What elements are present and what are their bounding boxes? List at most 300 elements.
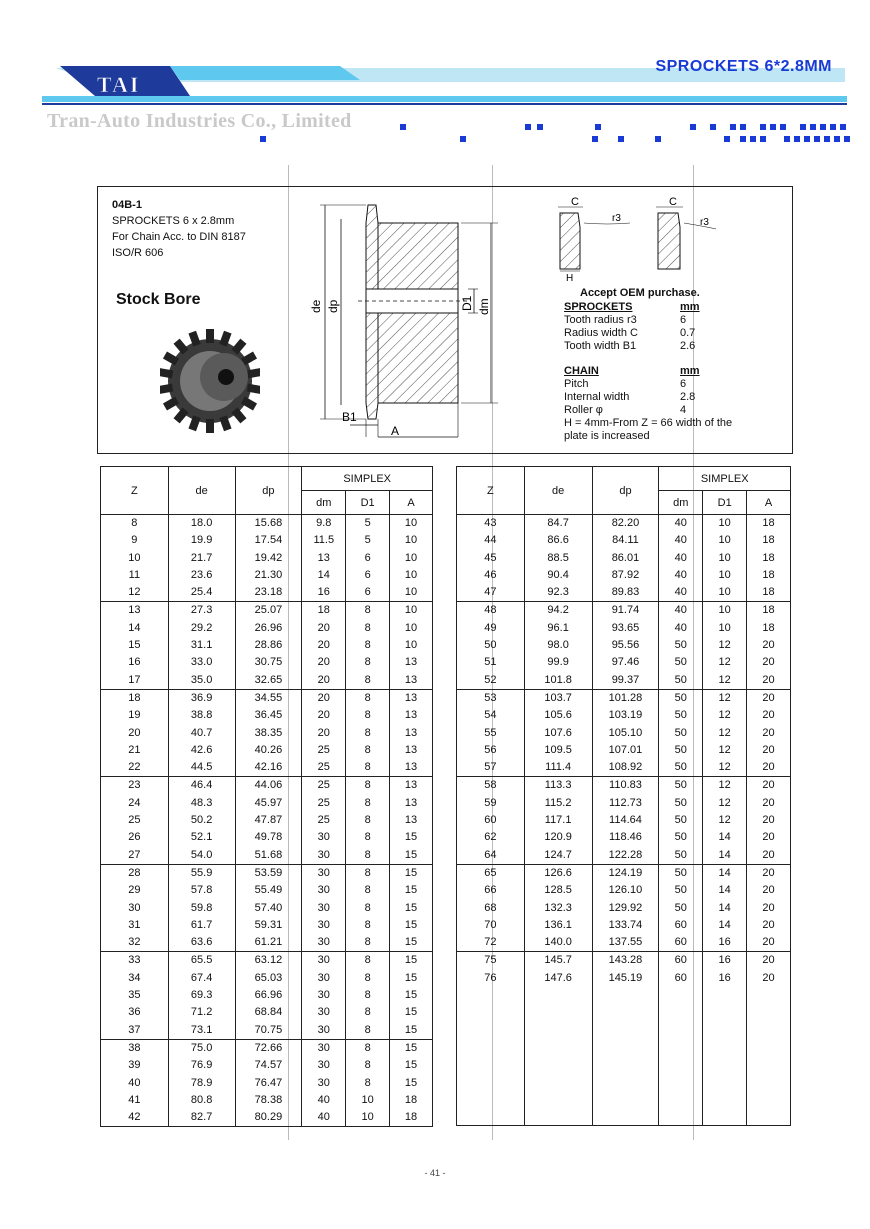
table-cell: 99.9: [524, 654, 592, 671]
label-c: C: [669, 196, 677, 208]
table-cell: 18: [390, 1109, 433, 1127]
table-cell: 37: [101, 1022, 169, 1040]
table-cell: 20: [747, 917, 791, 934]
table-cell: 15: [390, 1075, 433, 1092]
table-cell: 12: [703, 689, 747, 707]
table-cell: 60: [659, 970, 703, 987]
spec-row: Tooth width B1 2.6: [564, 340, 696, 352]
table-cell: 111.4: [524, 759, 592, 777]
table-cell: 55: [457, 725, 525, 742]
table-cell: 30: [101, 900, 169, 917]
table-cell: 14: [302, 567, 346, 584]
table-cell: 50: [659, 882, 703, 899]
table-cell: 84.11: [592, 532, 659, 549]
col-d1: D1: [346, 491, 390, 515]
table-cell: 91.74: [592, 602, 659, 620]
table-cell: 8: [346, 812, 390, 829]
table-cell: 70: [457, 917, 525, 934]
table-row: [457, 742, 791, 759]
table-row: [101, 1109, 433, 1127]
table-row: [101, 654, 433, 671]
table-cell: 8: [346, 829, 390, 846]
table-cell: 10: [703, 602, 747, 620]
table-row: [457, 584, 791, 602]
table-cell: 8: [101, 515, 169, 533]
table-cell: 101.28: [592, 689, 659, 707]
table-cell: 8: [346, 725, 390, 742]
table-cell: 25.4: [168, 584, 235, 602]
table-cell: 24: [101, 795, 169, 812]
table-cell: [659, 1004, 703, 1021]
table-cell: 59: [457, 795, 525, 812]
table-cell: 118.46: [592, 829, 659, 846]
table-cell: 51: [457, 654, 525, 671]
table-cell: 107.6: [524, 725, 592, 742]
table-row: [101, 1075, 433, 1092]
table-cell: 52.1: [168, 829, 235, 846]
table-cell: 45: [457, 550, 525, 567]
table-row: [101, 1039, 433, 1057]
table-cell: 19: [101, 707, 169, 724]
table-cell: 13: [302, 550, 346, 567]
table-cell: 12: [703, 812, 747, 829]
table-cell: 64: [457, 847, 525, 865]
table-cell: 30: [302, 917, 346, 934]
table-cell: 15.68: [235, 515, 302, 533]
table-cell: 124.19: [592, 864, 659, 882]
table-cell: 107.01: [592, 742, 659, 759]
table-cell: 49: [457, 620, 525, 637]
table-cell: 20: [747, 847, 791, 865]
table-cell: 10: [101, 550, 169, 567]
label-a: A: [391, 424, 400, 438]
table-cell: [524, 1022, 592, 1039]
table-cell: 46: [457, 567, 525, 584]
table-cell: 20: [747, 812, 791, 829]
table-cell: 98.0: [524, 637, 592, 654]
spec-row: Roller φ 4: [564, 404, 687, 416]
table-row: [101, 987, 433, 1004]
table-cell: [747, 1074, 791, 1091]
table-cell: 30: [302, 1057, 346, 1074]
table-cell: 27.3: [168, 602, 235, 620]
table-cell: 92.3: [524, 584, 592, 602]
table-cell: 31.1: [168, 637, 235, 654]
table-cell: [457, 1091, 525, 1108]
table-cell: 39: [101, 1057, 169, 1074]
table-cell: [524, 1039, 592, 1056]
info-panel: [97, 186, 793, 454]
table-cell: 20: [747, 934, 791, 952]
table-cell: 53.59: [235, 864, 302, 882]
table-cell: 47: [457, 584, 525, 602]
table-cell: 80.29: [235, 1109, 302, 1127]
table-cell: [592, 1004, 659, 1021]
table-cell: 40: [302, 1109, 346, 1127]
table-cell: 84.7: [524, 515, 592, 533]
table-row: [101, 917, 433, 934]
table-cell: 54.0: [168, 847, 235, 865]
table-cell: [747, 1022, 791, 1039]
table-cell: 18: [302, 602, 346, 620]
table-cell: 34: [101, 970, 169, 987]
label-de: de: [309, 299, 323, 313]
table-cell: 12: [703, 742, 747, 759]
table-cell: 40: [302, 1092, 346, 1109]
col-a: A: [390, 491, 433, 515]
table-cell: 65: [457, 864, 525, 882]
table-row: [101, 777, 433, 795]
label-h: H: [566, 273, 574, 283]
table-cell: 52: [457, 672, 525, 690]
label-dm: dm: [477, 298, 491, 315]
table-cell: 143.28: [592, 952, 659, 970]
table-cell: 10: [390, 532, 433, 549]
table-row: [457, 1056, 791, 1073]
spec-row: Internal width 2.8: [564, 391, 696, 403]
table-cell: [747, 1039, 791, 1056]
table-cell: 15: [390, 900, 433, 917]
table-cell: 58: [457, 777, 525, 795]
table-cell: 60: [659, 917, 703, 934]
table-cell: [592, 1108, 659, 1125]
table-cell: 20: [101, 725, 169, 742]
table-cell: [747, 1091, 791, 1108]
table-cell: [592, 1091, 659, 1108]
table-cell: 80.8: [168, 1092, 235, 1109]
table-cell: 41: [101, 1092, 169, 1109]
table-cell: 87.92: [592, 567, 659, 584]
table-row: [457, 620, 791, 637]
table-row: [101, 829, 433, 846]
table-cell: 20: [302, 725, 346, 742]
table-cell: 8: [346, 654, 390, 671]
table-row: [101, 637, 433, 654]
table-cell: 57.40: [235, 900, 302, 917]
table-cell: 133.74: [592, 917, 659, 934]
table-cell: 20: [302, 637, 346, 654]
table-cell: 59.31: [235, 917, 302, 934]
table-cell: 47.87: [235, 812, 302, 829]
table-row: [101, 602, 433, 620]
table-cell: 23.18: [235, 584, 302, 602]
col-de: de: [168, 467, 235, 515]
table-row: [457, 917, 791, 934]
tooth-profile-drawing: [538, 193, 718, 283]
table-cell: 19.42: [235, 550, 302, 567]
col-dp: dp: [592, 467, 659, 515]
table-cell: 19.9: [168, 532, 235, 549]
table-cell: 128.5: [524, 882, 592, 899]
table-cell: 42: [101, 1109, 169, 1127]
table-cell: 20: [747, 707, 791, 724]
table-cell: 66: [457, 882, 525, 899]
table-row: [457, 725, 791, 742]
table-cell: [659, 1091, 703, 1108]
table-cell: 50: [659, 742, 703, 759]
table-row: [101, 532, 433, 549]
info-text: [112, 197, 246, 261]
table-cell: 15: [390, 882, 433, 899]
oem-note: Accept OEM purchase.: [580, 287, 700, 299]
table-cell: [524, 1108, 592, 1125]
table-row: [101, 759, 433, 777]
table-row: [101, 1057, 433, 1074]
table-cell: 30: [302, 900, 346, 917]
table-row: [101, 882, 433, 899]
col-dm: dm: [302, 491, 346, 515]
table-cell: 25: [302, 795, 346, 812]
table-cell: 9: [101, 532, 169, 549]
table-row: [457, 1091, 791, 1108]
table-cell: 18: [747, 550, 791, 567]
table-cell: [659, 1022, 703, 1039]
table-cell: [457, 1004, 525, 1021]
table-row: [457, 1004, 791, 1021]
table-cell: 96.1: [524, 620, 592, 637]
table-cell: 28.86: [235, 637, 302, 654]
table-cell: 72: [457, 934, 525, 952]
table-cell: 18: [390, 1092, 433, 1109]
table-cell: [703, 1091, 747, 1108]
table-cell: 15: [390, 1057, 433, 1074]
spec-heading: CHAIN mm: [564, 365, 700, 377]
table-cell: 30: [302, 1004, 346, 1021]
table-cell: 50: [659, 900, 703, 917]
table-cell: 20: [747, 829, 791, 846]
table-cell: 8: [346, 1004, 390, 1021]
table-cell: 113.3: [524, 777, 592, 795]
table-cell: 62: [457, 829, 525, 846]
table-cell: [524, 1074, 592, 1091]
table-cell: 8: [346, 1075, 390, 1092]
label-r3: r3: [612, 213, 621, 224]
table-cell: 8: [346, 795, 390, 812]
table-cell: 31: [101, 917, 169, 934]
table-cell: [524, 1004, 592, 1021]
table-cell: 109.5: [524, 742, 592, 759]
sprocket-table-left: [100, 466, 433, 1127]
table-cell: 10: [703, 532, 747, 549]
table-cell: 9.8: [302, 515, 346, 533]
table-cell: 42.16: [235, 759, 302, 777]
table-cell: 14: [101, 620, 169, 637]
table-cell: 8: [346, 777, 390, 795]
table-cell: 14: [703, 864, 747, 882]
table-cell: 10: [703, 620, 747, 637]
table-cell: 57: [457, 759, 525, 777]
table-cell: 50: [659, 654, 703, 671]
table-cell: 145.7: [524, 952, 592, 970]
table-cell: 60: [457, 812, 525, 829]
table-cell: [747, 1108, 791, 1125]
table-row: [101, 550, 433, 567]
table-cell: 10: [703, 550, 747, 567]
table-cell: 10: [346, 1092, 390, 1109]
table-row: [457, 934, 791, 952]
spec-row: Pitch 6: [564, 378, 687, 390]
table-cell: 13: [390, 742, 433, 759]
table-cell: 20: [747, 952, 791, 970]
table-cell: 120.9: [524, 829, 592, 846]
table-cell: 20: [747, 672, 791, 690]
label-b1: B1: [342, 410, 357, 424]
table-cell: 74.57: [235, 1057, 302, 1074]
table-cell: 36.9: [168, 689, 235, 707]
table-cell: 129.92: [592, 900, 659, 917]
table-cell: 65.5: [168, 952, 235, 970]
table-cell: 8: [346, 689, 390, 707]
table-row: [101, 707, 433, 724]
table-cell: 8: [346, 970, 390, 987]
table-cell: [457, 1039, 525, 1056]
table-cell: 13: [390, 795, 433, 812]
label-dp: dp: [326, 299, 340, 313]
table-cell: 68: [457, 900, 525, 917]
table-row: [101, 812, 433, 829]
table-cell: 147.6: [524, 970, 592, 987]
table-cell: 89.83: [592, 584, 659, 602]
table-cell: 25: [302, 777, 346, 795]
page-number: - 41 -: [424, 1168, 446, 1178]
table-row: [101, 1022, 433, 1040]
table-cell: 22: [101, 759, 169, 777]
table-cell: 108.92: [592, 759, 659, 777]
table-cell: 66.96: [235, 987, 302, 1004]
table-cell: 50: [659, 795, 703, 812]
table-row: [457, 900, 791, 917]
table-cell: 8: [346, 847, 390, 865]
table-cell: 17: [101, 672, 169, 690]
col-dm: dm: [659, 491, 703, 515]
table-cell: 11: [101, 567, 169, 584]
table-cell: 8: [346, 1039, 390, 1057]
table-cell: 8: [346, 620, 390, 637]
table-cell: 82.20: [592, 515, 659, 533]
table-cell: 103.19: [592, 707, 659, 724]
col-dp: dp: [235, 467, 302, 515]
table-cell: 12: [703, 725, 747, 742]
spec-row: Tooth radius r3 6: [564, 314, 687, 326]
table-cell: 50.2: [168, 812, 235, 829]
table-cell: 73.1: [168, 1022, 235, 1040]
table-row: [457, 707, 791, 724]
table-cell: 40: [659, 620, 703, 637]
table-cell: 18: [747, 602, 791, 620]
table-cell: 124.7: [524, 847, 592, 865]
table-cell: 14: [703, 847, 747, 865]
table-cell: 6: [346, 550, 390, 567]
table-cell: 34.55: [235, 689, 302, 707]
table-cell: 20: [747, 777, 791, 795]
table-cell: 59.8: [168, 900, 235, 917]
table-cell: 30: [302, 882, 346, 899]
table-cell: 60: [659, 952, 703, 970]
table-cell: 33.0: [168, 654, 235, 671]
table-row: [457, 795, 791, 812]
table-cell: 30: [302, 829, 346, 846]
table-row: [457, 672, 791, 690]
table-row: [457, 882, 791, 899]
table-cell: 63.12: [235, 952, 302, 970]
table-cell: 10: [390, 602, 433, 620]
table-cell: 12: [703, 654, 747, 671]
table-cell: 11.5: [302, 532, 346, 549]
table-row: [457, 987, 791, 1004]
table-cell: 33: [101, 952, 169, 970]
table-cell: 45.97: [235, 795, 302, 812]
table-cell: 20: [302, 672, 346, 690]
table-cell: [457, 1108, 525, 1125]
table-cell: 14: [703, 829, 747, 846]
table-cell: 8: [346, 1057, 390, 1074]
table-cell: 61.7: [168, 917, 235, 934]
table-cell: 105.6: [524, 707, 592, 724]
table-cell: 86.01: [592, 550, 659, 567]
table-row: [101, 567, 433, 584]
table-cell: 15: [101, 637, 169, 654]
table-cell: 40.26: [235, 742, 302, 759]
table-cell: 8: [346, 882, 390, 899]
table-cell: 27: [101, 847, 169, 865]
table-cell: 44.5: [168, 759, 235, 777]
table-cell: 20: [747, 759, 791, 777]
table-row: [101, 934, 433, 952]
col-z: Z: [457, 467, 525, 515]
table-cell: 26.96: [235, 620, 302, 637]
table-cell: 20: [302, 620, 346, 637]
table-cell: 103.7: [524, 689, 592, 707]
table-cell: 95.56: [592, 637, 659, 654]
table-row: [457, 812, 791, 829]
table-cell: 115.2: [524, 795, 592, 812]
table-cell: 25.07: [235, 602, 302, 620]
table-cell: 8: [346, 1022, 390, 1040]
table-row: [101, 689, 433, 707]
table-cell: 14: [703, 917, 747, 934]
table-cell: 67.4: [168, 970, 235, 987]
table-cell: 30: [302, 934, 346, 952]
table-cell: 15: [390, 847, 433, 865]
table-cell: 105.10: [592, 725, 659, 742]
table-row: [457, 847, 791, 865]
table-cell: 50: [659, 829, 703, 846]
table-cell: 136.1: [524, 917, 592, 934]
table-cell: 10: [703, 515, 747, 533]
table-cell: 12: [703, 777, 747, 795]
table-cell: 18: [101, 689, 169, 707]
table-cell: [659, 1108, 703, 1125]
table-cell: 12: [703, 707, 747, 724]
table-cell: 30: [302, 847, 346, 865]
table-cell: 117.1: [524, 812, 592, 829]
table-row: [457, 864, 791, 882]
col-d1: D1: [703, 491, 747, 515]
table-cell: 8: [346, 759, 390, 777]
table-cell: 69.3: [168, 987, 235, 1004]
table-cell: 71.2: [168, 1004, 235, 1021]
table-cell: 16: [703, 970, 747, 987]
table-cell: 94.2: [524, 602, 592, 620]
table-cell: 23.6: [168, 567, 235, 584]
table-cell: [524, 987, 592, 1004]
table-cell: 13: [390, 672, 433, 690]
table-cell: 15: [390, 952, 433, 970]
table-cell: 5: [346, 532, 390, 549]
decorative-squares: [0, 120, 870, 146]
table-cell: 32: [101, 934, 169, 952]
table-cell: 97.46: [592, 654, 659, 671]
